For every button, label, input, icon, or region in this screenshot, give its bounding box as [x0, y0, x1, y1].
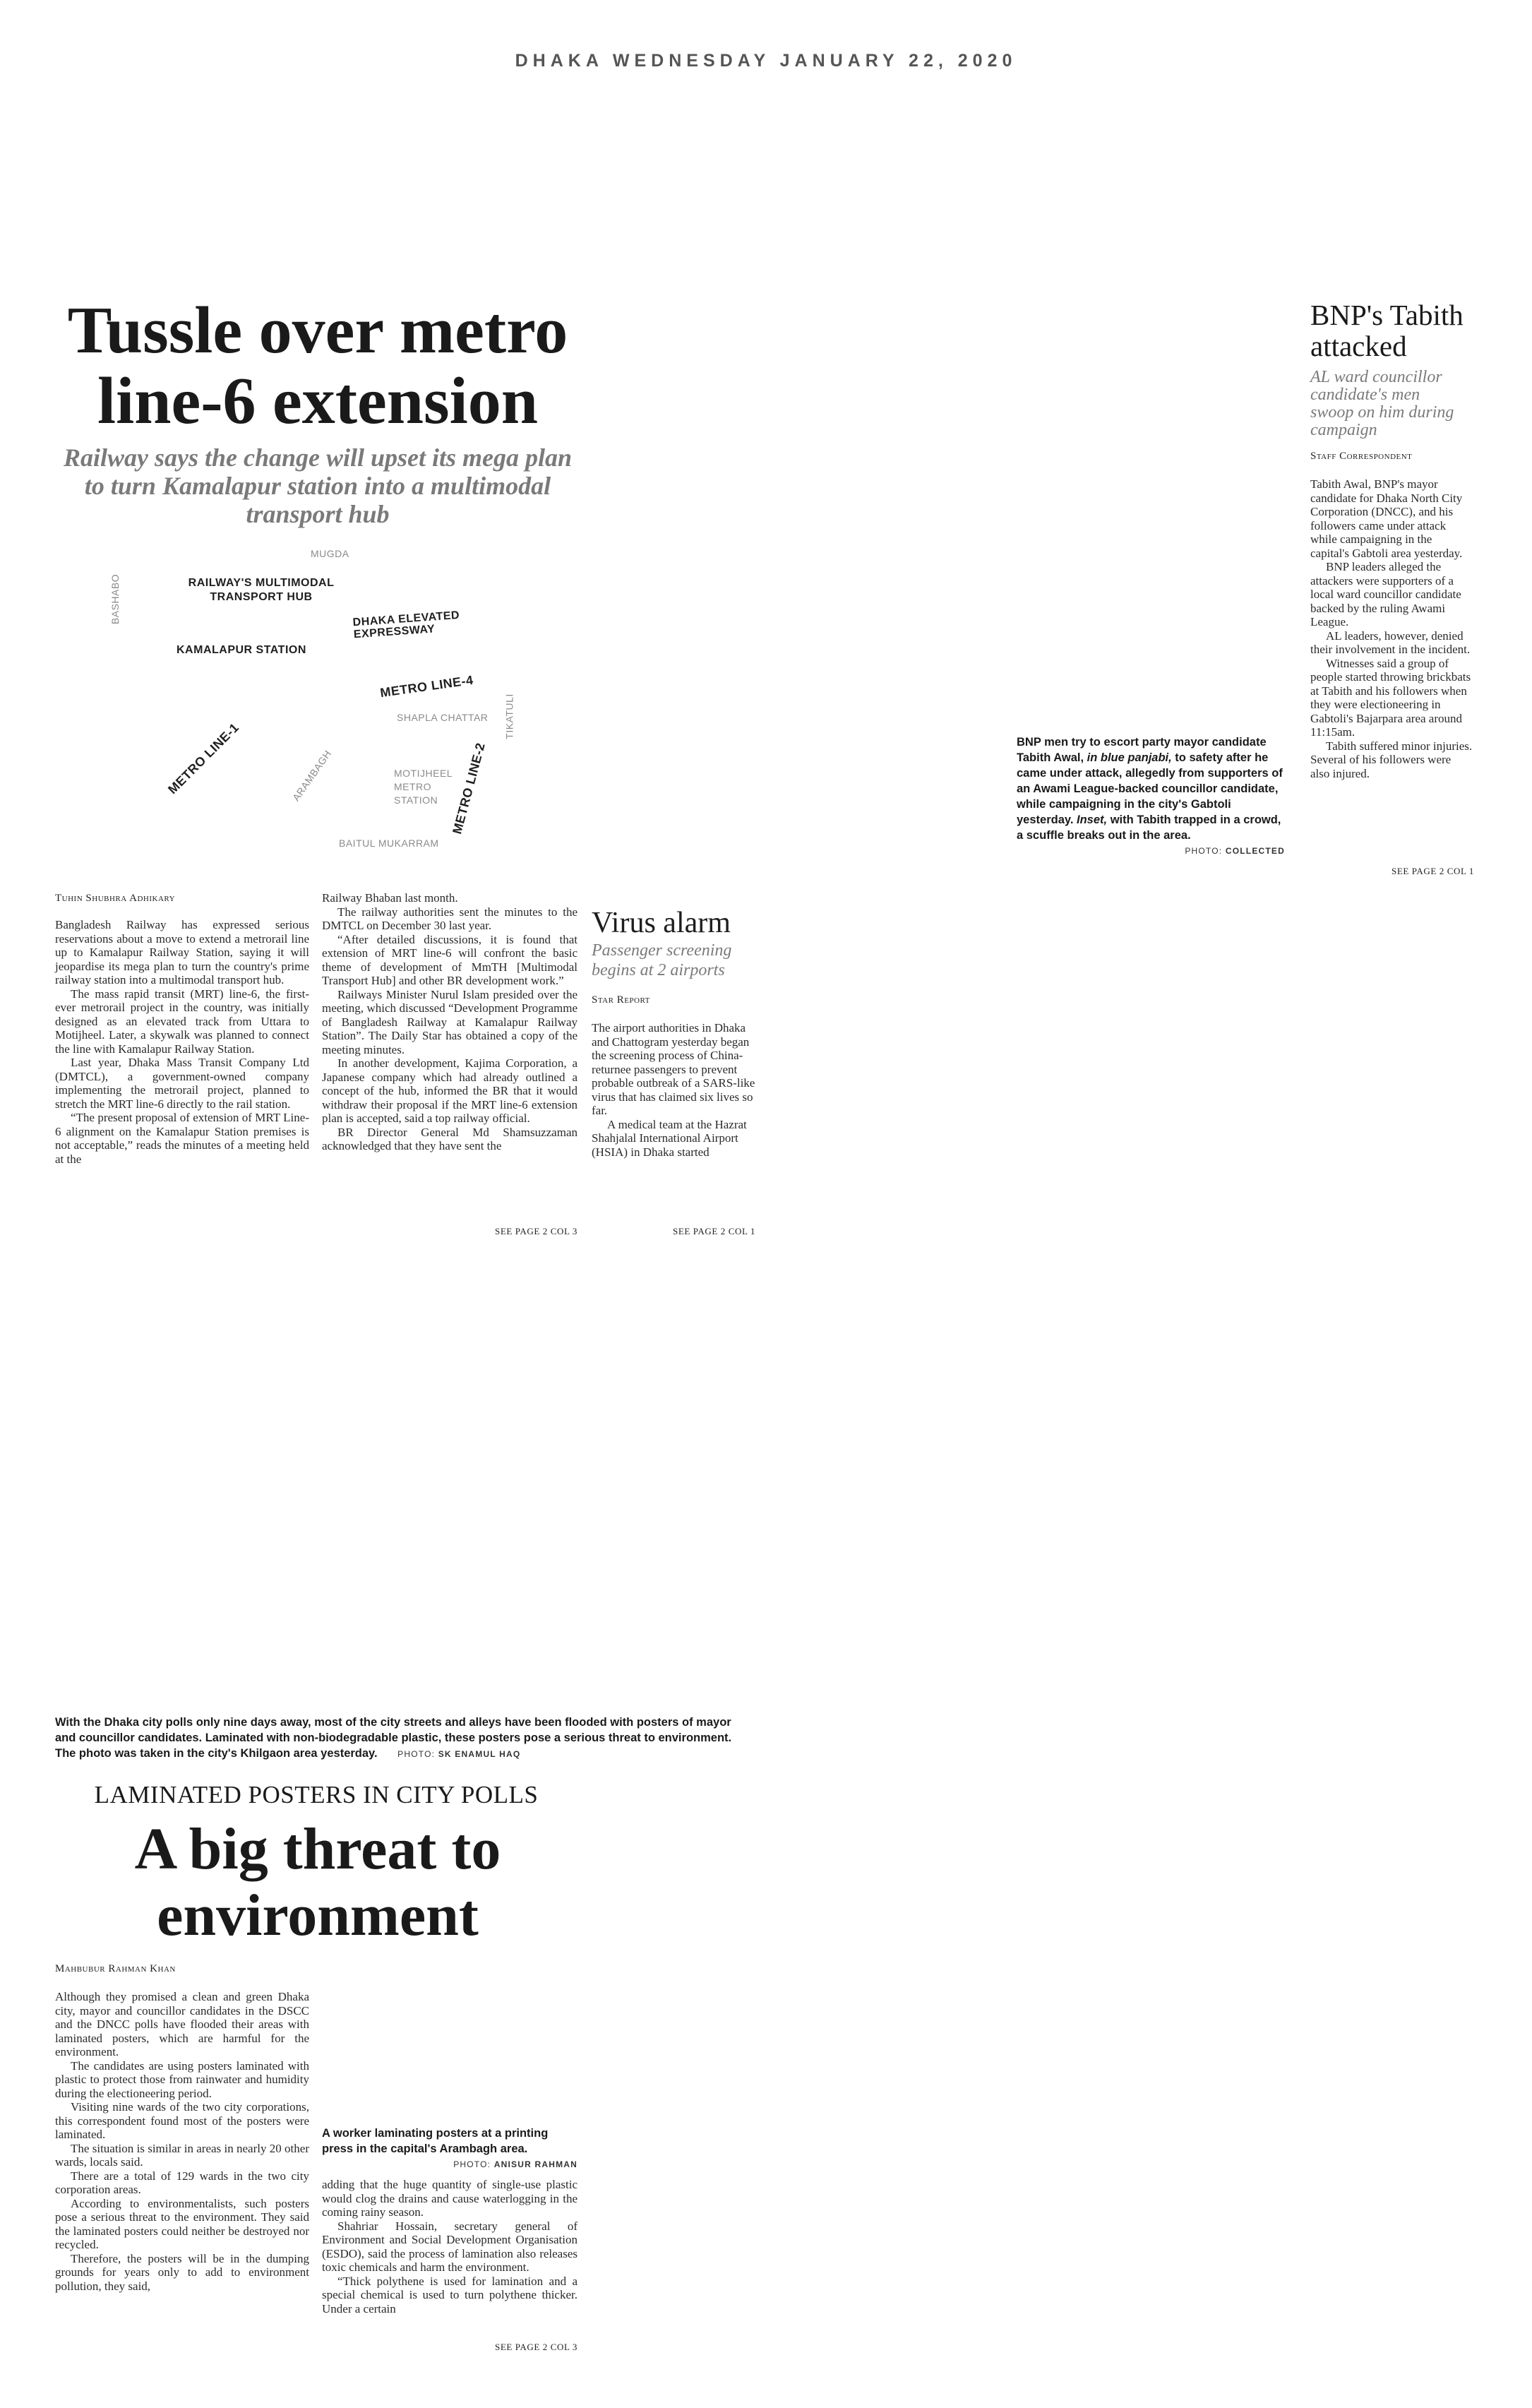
posters-col1-para: There are a total of 129 wards in the two city corporation areas.	[55, 2169, 309, 2196]
posters-headline-line-2: environment	[157, 1883, 479, 1948]
credit-name: COLLECTED	[1225, 846, 1285, 856]
map-label-bashabo: BASHABO	[109, 573, 121, 625]
virus-para: The airport authorities in Dhaka and Chattogram yesterday began the screening process of China-returnee passengers to prevent probable outbreak of a SARS-like virus that has claimed six lives so far.	[592, 1021, 755, 1117]
bnp-para: Tabith suffered minor injuries. Several of his followers were also injured.	[1310, 739, 1473, 780]
posters-byline: Mahbubur Rahman Khan	[55, 1963, 176, 1974]
map-label-metro-line-2: METRO LINE-2	[450, 741, 488, 836]
metro-col2-para: Railway Bhaban last month.	[322, 891, 458, 905]
credit-prefix: PHOTO:	[397, 1749, 438, 1759]
posters-inset-credit	[322, 2157, 578, 2172]
metro-deck: Railway says the change will upset its mega plan to turn Kamalapur station into a multimodal transport hub	[63, 443, 573, 528]
map-label-kamalapur-station: KAMALAPUR STATION	[176, 644, 306, 656]
bnp-photo-caption	[1017, 734, 1285, 859]
bnp-headline: BNP's Tabith attacked	[1310, 299, 1464, 362]
posters-col2-para: Shahriar Hossain, secretary general of Environment and Social Development Organisation (ESDO), said the process of lamination also releases toxic chemicals and harm the environment.	[322, 2219, 578, 2274]
map-label-multimodal-hub: RAILWAY'S MULTIMODAL TRANSPORT HUB	[188, 577, 335, 603]
metro-col2-para: The railway authorities sent the minutes to the DMTCL on December 30 last year.	[322, 905, 578, 932]
credit-name: ANISUR RAHMAN	[493, 2159, 578, 2169]
map-label-motijheel-station: MOTIJHEEL METRO STATION	[394, 768, 453, 806]
bnp-caption-italic: Inset,	[1077, 813, 1108, 826]
metro-col1-para: The mass rapid transit (MRT) line-6, the first-ever metrorail project in the country, was initially designed as an elevated track from Uttara to Motijheel. Later, a skywalk was planned to connect the line with Kamalapur Railway Station.	[55, 987, 309, 1056]
posters-column-1	[55, 1990, 309, 2293]
metro-headline-line-1: Tussle over metro	[67, 294, 568, 367]
metro-map	[106, 537, 544, 862]
bnp-caption-text: with Tabith trapped in a crowd, a scuffle breaks out in the area.	[1017, 813, 1281, 842]
posters-photo-caption	[55, 1715, 747, 1762]
metro-col2-para: “After detailed discussions, it is found that extension of MRT line-6 will confront the basic theme of development of MmTH [Multimodal Transport Hub] and other BR development work.”	[322, 932, 578, 987]
map-label-baitul-mukarram: BAITUL MUKARRAM	[339, 838, 439, 849]
dateline: DHAKA WEDNESDAY JANUARY 22, 2020	[515, 51, 1017, 71]
bnp-column	[1310, 477, 1473, 780]
posters-inset-caption	[322, 2126, 578, 2172]
credit-prefix: PHOTO:	[453, 2159, 494, 2169]
virus-headline: Virus alarm	[592, 907, 731, 939]
posters-column-2	[322, 2178, 578, 2315]
metro-col1-para: Last year, Dhaka Mass Transit Company Ltd (DMTCL), a government-owned company implementing the metrorail project, planned to stretch the MRT line-6 directly to the rail station.	[55, 1056, 309, 1111]
posters-col1-para: The candidates are using posters laminated with plastic to protect those from rainwater and humidity during the electioneering period.	[55, 2058, 309, 2100]
metro-col1-para: Bangladesh Railway has expressed serious reservations about a move to extend a metrorail line up to Kamalapur Railway Station, saying it will jeopardise its mega plan to turn the country's prime railway station into a multimodal transport hub.	[55, 918, 309, 987]
posters-col1-para: The situation is similar in areas in nearly 20 other wards, locals said.	[55, 2141, 309, 2169]
posters-col2-para: adding that the huge quantity of single-use plastic would clog the drains and cause waterlogging in the coming rainy season.	[322, 2178, 578, 2219]
posters-headline	[28, 1816, 607, 1949]
metro-column-2	[322, 891, 578, 1153]
metro-col2-para: In another development, Kajima Corporation, a Japanese company which had already outlined a concept of the hub, informed the BR that it would withdraw their proposal if the MRT line-6 extension plan is accepted, said a top railway official.	[322, 1056, 578, 1125]
metro-col2-para: BR Director General Md Shamsuzzaman acknowledged that they have sent the	[322, 1125, 578, 1152]
posters-photo-credit	[397, 1749, 520, 1759]
credit-name: SK ENAMUL HAQ	[438, 1749, 521, 1759]
posters-col1-para: Therefore, the posters will be in the dumping grounds for years only to add to environment pollution, they said,	[55, 2251, 309, 2293]
posters-col1-para: Although they promised a clean and green Dhaka city, mayor and councillor candidates in the DSCC and the DNCC polls have flooded their areas with laminated posters, which are harmful for the environment.	[55, 1990, 309, 2058]
posters-headline-line-1: A big threat to	[134, 1816, 501, 1882]
metro-column-1	[55, 918, 309, 1166]
bnp-para: AL leaders, however, denied their involvement in the incident.	[1310, 628, 1471, 656]
bnp-caption-text: to safety after he came under attack, allegedly from supporters of an Awami League-backed councillor candidate, while campaigning in the city's Gabtoli yesterday.	[1017, 751, 1283, 826]
map-label-expressway: DHAKA ELEVATED EXPRESSWAY	[352, 609, 460, 641]
map-label-tikatuli: TIKATULI	[503, 693, 515, 739]
bnp-deck: AL ward councillor candidate's men swoop on him during campaign	[1310, 368, 1454, 439]
posters-col2-para: “Thick polythene is used for lamination and a special chemical is used to turn polythene thicker. Under a certain	[322, 2274, 578, 2315]
map-label-metro-line-1: METRO LINE-1	[165, 720, 242, 797]
posters-see-page: SEE PAGE 2 COL 3	[495, 2342, 578, 2352]
posters-caption-text: With the Dhaka city polls only nine days away, most of the city streets and alleys have been flooded with posters of mayor and councillor candidates. Laminated with non-biodegradable plastic, these posters pose a serious threat to environment. The photo was taken in the city's Khilgaon area yesterday.	[55, 1716, 732, 1760]
metro-see-page: SEE PAGE 2 COL 3	[495, 1226, 578, 1236]
map-label-metro-line-4: METRO LINE-4	[379, 672, 474, 701]
map-label-shapla-chattar: SHAPLA CHATTAR	[397, 712, 489, 723]
map-label-arambagh: ARAMBAGH	[289, 748, 334, 804]
bnp-para: Tabith Awal, BNP's mayor candidate for Dhaka North City Corporation (DNCC), and his followers came under attack while campaigning in the capital's Gabtoli area yesterday.	[1310, 477, 1463, 560]
inset-caption-text: A worker laminating posters at a printing press in the capital's Arambagh area.	[322, 2127, 549, 2155]
bnp-para: Witnesses said a group of people started throwing brickbats at Tabith and his followers when they were electioneering in Gabtoli's Bajarpara area around 11:15am.	[1310, 656, 1471, 739]
virus-para: A medical team at the Hazrat Shahjalal International Airport (HSIA) in Dhaka started	[592, 1117, 747, 1159]
virus-deck: Passenger screening begins at 2 airports	[592, 941, 732, 979]
credit-prefix: PHOTO:	[1185, 846, 1226, 856]
bnp-byline: Staff Correspondent	[1310, 451, 1413, 462]
posters-col1-para: Visiting nine wards of the two city corporations, this correspondent found most of the posters were laminated.	[55, 2100, 309, 2141]
posters-kicker: LAMINATED POSTERS IN CITY POLLS	[94, 1781, 539, 1808]
metro-headline-line-2: line-6 extension	[97, 364, 539, 438]
virus-see-page: SEE PAGE 2 COL 1	[673, 1226, 755, 1236]
metro-col1-para: “The present proposal of extension of MRT Line-6 alignment on the Kamalapur Station premises is not acceptable,” reads the minutes of a meeting held at the	[55, 1111, 309, 1166]
metro-col2-para: Railways Minister Nurul Islam presided over the meeting, which discussed “Development Programme of Bangladesh Railway at Kamalapur Railway Station”. The Daily Star has obtained a copy of the meeting minutes.	[322, 987, 578, 1056]
metro-byline: Tuhin Shubhra Adhikary	[55, 893, 176, 904]
bnp-caption-text: BNP men try to escort party mayor candidate Tabith Awal,	[1017, 736, 1267, 764]
virus-byline: Star Report	[592, 994, 650, 1006]
virus-column	[592, 1021, 761, 1159]
metro-headline	[28, 295, 607, 436]
bnp-see-page: SEE PAGE 2 COL 1	[1392, 866, 1474, 876]
posters-col1-para: According to environmentalists, such posters pose a serious threat to the environment. They said the laminated posters could neither be destroyed nor recycled.	[55, 2196, 309, 2251]
bnp-caption-italic: in blue panjabi,	[1087, 751, 1172, 764]
bnp-photo-credit	[1185, 843, 1285, 859]
bnp-para: BNP leaders alleged the attackers were supporters of a local ward councillor candidate backed by the ruling Awami League.	[1310, 560, 1461, 628]
map-label-mugda: MUGDA	[311, 548, 349, 559]
